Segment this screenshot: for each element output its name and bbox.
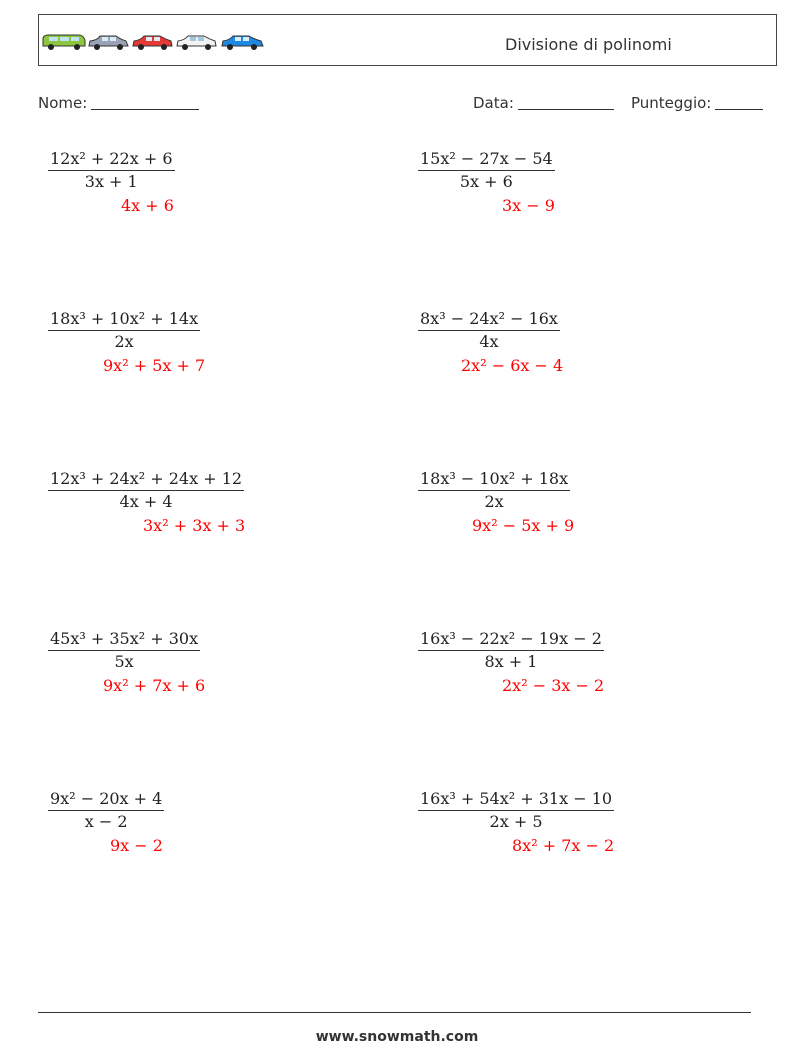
problem-7 [38, 628, 368, 718]
answer: 4x + 6 [121, 196, 174, 215]
car-icon [43, 35, 85, 50]
car-icon [89, 36, 128, 50]
denominator: 2x [114, 332, 134, 351]
answer: 9x² + 7x + 6 [103, 676, 206, 695]
cars-logo-icon [41, 31, 271, 51]
problem-5 [38, 468, 368, 558]
denominator: 8x + 1 [484, 652, 538, 671]
numerator: 18x³ + 10x² + 14x [50, 309, 199, 328]
fraction [418, 788, 614, 833]
numerator: 15x² − 27x − 54 [420, 149, 553, 168]
fraction [418, 148, 555, 193]
problem-1 [38, 148, 368, 238]
score-field [631, 94, 763, 112]
problem-10 [408, 788, 738, 878]
problem-3 [38, 308, 368, 398]
denominator: 2x + 5 [489, 812, 543, 831]
fraction [418, 308, 560, 353]
numerator: 12x² + 22x + 6 [50, 149, 173, 168]
footer-divider [38, 1012, 751, 1013]
denominator: 5x + 6 [459, 172, 513, 191]
answer: 9x² + 5x + 7 [103, 356, 206, 375]
fraction [48, 148, 175, 193]
date-blank [518, 94, 614, 110]
numerator: 18x³ − 10x² + 18x [420, 469, 569, 488]
fraction [48, 468, 244, 513]
problem-2 [408, 148, 738, 238]
denominator: 3x + 1 [84, 172, 138, 191]
answer: 2x² − 6x − 4 [461, 356, 564, 375]
numerator: 45x³ + 35x² + 30x [50, 629, 199, 648]
problem-9 [38, 788, 368, 878]
name-label: Nome: [38, 94, 88, 112]
date-field [473, 94, 614, 112]
fraction [48, 628, 200, 673]
answer: 3x² + 3x + 3 [143, 516, 246, 535]
car-icon [133, 36, 172, 50]
header-box [38, 14, 777, 66]
answer: 3x − 9 [502, 196, 555, 215]
problem-6 [408, 468, 738, 558]
answer: 2x² − 3x − 2 [502, 676, 605, 695]
footer-url: www.snowmath.com [315, 1029, 479, 1045]
denominator: 2x [484, 492, 504, 511]
denominator: 4x [479, 332, 499, 351]
date-label: Data: [473, 94, 514, 112]
answer: 9x − 2 [110, 836, 163, 855]
numerator: 12x³ + 24x² + 24x + 12 [50, 469, 243, 488]
fraction [48, 308, 200, 353]
numerator: 16x³ + 54x² + 31x − 10 [420, 789, 613, 808]
name-field [38, 94, 199, 112]
score-label: Punteggio: [631, 94, 712, 112]
answer: 8x² + 7x − 2 [512, 836, 615, 855]
denominator: 5x [114, 652, 134, 671]
fraction [48, 788, 164, 833]
score-blank [715, 94, 763, 110]
name-blank [91, 94, 199, 110]
problem-8 [408, 628, 738, 718]
answer: 9x² − 5x + 9 [472, 516, 575, 535]
denominator: x − 2 [84, 812, 128, 831]
numerator: 9x² − 20x + 4 [50, 789, 163, 808]
car-icon [222, 36, 263, 50]
car-icon [177, 36, 216, 50]
problem-4 [408, 308, 738, 398]
numerator: 16x³ − 22x² − 19x − 2 [420, 629, 602, 648]
denominator: 4x + 4 [119, 492, 173, 511]
worksheet-title: Divisione di polinomi [505, 35, 672, 54]
numerator: 8x³ − 24x² − 16x [420, 309, 558, 328]
fraction [418, 468, 570, 513]
fraction [418, 628, 604, 673]
